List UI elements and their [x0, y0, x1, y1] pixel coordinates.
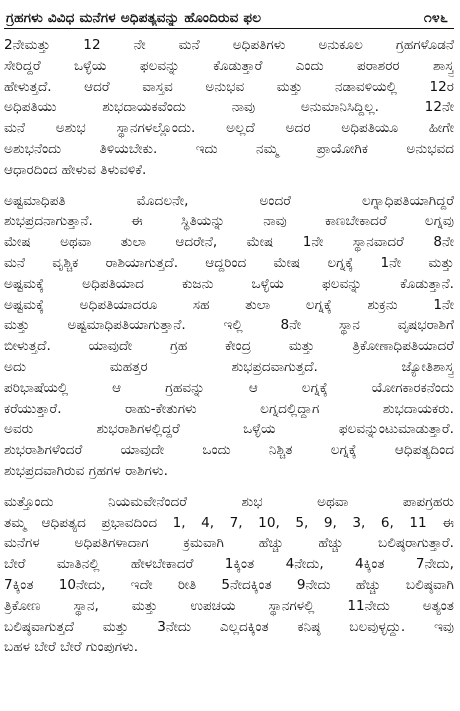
text-line: ಅಶುಭನೆಂದು ತಿಳಿಯಬೇಕು. ಇದು ನಮ್ಮ ಪ್ರಾಯೋಗಿಕ ಅನುಭವದ [4, 140, 454, 157]
text-line: ಪರಿಭಾಷೆಯಲ್ಲಿ ಆ ಗ್ರಹವನ್ನು ಆ ಲಗ್ನಕ್ಕೆ ಯೋಗಕಾರಕನೆಂದು [4, 379, 454, 396]
text-line: ಕರೆಯುತ್ತಾರೆ. ರಾಹು-ಕೇತುಗಳು ಲಗ್ನದಲ್ಲಿದ್ದಾಗ ಶುಭದಾಯಕರು. [4, 400, 454, 417]
page-number: ೧೪೬ [423, 10, 448, 26]
text-line: ಮನೆಗಳ ಅಧಿಪತಿಗಳಾದಾಗ ಕ್ರಮವಾಗಿ ಹೆಚ್ಚು ಹೆಚ್ಚು ಬಲಿಷ್ಠರಾಗುತ್ತಾರೆ. [4, 535, 454, 552]
text-line: ಆಧಾರದಿಂದ ಹೇಳುವ ತಿಳುವಳಿಕೆ. [4, 161, 147, 178]
text-line: ಬಲಿಷ್ಠವಾಗುತ್ತದೆ ಮತ್ತು 3ನೇದು ಎಲ್ಲದಕ್ಕಿಂತ ಕನಿಷ್ಠ ಬಲವುಳ್ಳದ್ದು. ಇವು [4, 618, 454, 635]
text-line: 7ಕ್ಕಿಂತ 10ನೇದು, ಇದೇ ರೀತಿ 5ನೇದಕ್ಕಿಂತ 9ನೇದು ಹೆಚ್ಚು ಬಲಿಷ್ಠವಾಗಿ [4, 576, 454, 593]
text-line: ಮೇಷ ಅಥವಾ ತುಲಾ ಆದರೇನೆ, ಮೇಷ 1ನೇ ಸ್ಥಾನವಾದರೆ 8ನೇ [4, 234, 454, 251]
text-line: ಹೇಳುತ್ತದೆ. ಆದರೆ ವಾಸ್ತವ ಅನುಭವ ಮತ್ತು ನಡಾವಳಿಯಲ್ಲಿ 12ರ [4, 78, 454, 95]
text-line: ಮನೆ ವೃಶ್ಚಿಕ ರಾಶಿಯಾಗುತ್ತದೆ. ಆದ್ದರಿಂದ ಮೇಷ ಲಗ್ನಕ್ಕೆ 1ನೇ ಮತ್ತು [4, 254, 454, 271]
chapter-title: ಗ್ರಹಗಳು ವಿವಿಧ ಮನೆಗಳ ಅಧಿಪತ್ಯವನ್ನು ಹೊಂದಿರುವ ಫಲ [6, 10, 262, 26]
text-line: ಬೀಳುತ್ತದೆ. ಯಾವುದೇ ಗ್ರಹ ಕೇಂದ್ರ ಮತ್ತು ತ್ರಿಕೋಣಾಧಿಪತಿಯಾದರೆ [4, 338, 454, 355]
text-line: ಅಧಿಪತಿಯು ಶುಭದಾಯಕವೆಂದು ನಾವು ಅನುಮಾನಿಸಿದ್ದಿಲ್ಲ. 12ನೇ [4, 99, 454, 116]
paragraph-1 [4, 35, 454, 181]
text-line: ಅಷ್ಟಮಕ್ಕೆ ಅಧಿಪತಿಯಾದರೂ ಸಹ ತುಲಾ ಲಗ್ನಕ್ಕೆ ಶುಕ್ರನು 1ನೇ [4, 296, 454, 313]
text-line: ತ್ರಿಕೋಣ ಸ್ಥಾನ, ಮತ್ತು ಉಪಚಯ ಸ್ಥಾನಗಳಲ್ಲಿ 11ನೇದು ಅತ್ಯಂತ [4, 597, 454, 614]
text-line: ಶುಭಪ್ರದನಾಗುತ್ತಾನೆ. ಈ ಸ್ಥಿತಿಯನ್ನು ನಾವು ಕಾಣಬೇಕಾದರೆ ಲಗ್ನವು [4, 213, 454, 230]
text-line: ಬೇರೆ ಮಾತಿನಲ್ಲಿ ಹೇಳಬೇಕಾದರೆ 1ಕ್ಕಿಂತ 4ನೇದು, 4ಕ್ಕಿಂತ 7ನೇದು, [4, 556, 454, 573]
text-line: ಸೇರಿದ್ದರೆ ಒಳ್ಳೆಯ ಫಲವನ್ನು ಕೊಡುತ್ತಾರೆ ಎಂದು ಪರಾಶರರ ಶಾಸ್ತ್ರ [4, 57, 454, 74]
text-line: ಮನೆ ಅಶುಭ ಸ್ಥಾನಗಳಲ್ಲೊಂದು. ಅಲ್ಲದೆ ಅದರ ಅಧಿಪತಿಯೂ ಹೀಗೇ [4, 120, 454, 137]
text-line: ಅದು ಮಹತ್ತರ ಶುಭಪ್ರದವಾಗುತ್ತದೆ. ಜ್ಯೋತಿಶಾಸ್ತ್ರ [4, 358, 454, 375]
text-line: 2ನೇಮತ್ತು 12 ನೇ ಮನೆ ಅಧಿಪತಿಗಳು ಅನುಕೂಲ ಗ್ರಹಗಳೊಡನೆ [4, 37, 454, 53]
running-header [4, 0, 454, 26]
paragraph-3 [4, 492, 454, 658]
text-line: ಅಷ್ಟಮಕ್ಕೆ ಅಧಿಪತಿಯಾದ ಕುಜನು ಒಳ್ಳೆಯ ಫಲವನ್ನು ಕೊಡುತ್ತಾನೆ. [4, 275, 454, 292]
header-rule [4, 28, 454, 29]
text-line: ಅವರು ಶುಭರಾಶಿಗಳಲ್ಲಿದ್ದರೆ ಒಳ್ಳೆಯ ಫಲವನ್ನುಂಟುಮಾಡುತ್ತಾರೆ. [4, 421, 454, 438]
text-line: ಅಷ್ಟಮಾಧಿಪತಿ ಮೊದಲನೇ, ಅಂದರೆ ಲಗ್ನಾಧಿಪತಿಯಾಗಿದ್ದರೆ [4, 192, 454, 209]
text-line: ಶುಭರಾಶಿಗಳೆಂದರೆ ಯಾವುದೇ ಒಂದು ನಿಶ್ಚಿತ ಲಗ್ನಕ್ಕೆ ಆಧಿಪತ್ಯದಿಂದ [4, 442, 454, 459]
text-line: ಶುಭಪ್ರದವಾಗಿರುವ ಗ್ರಹಗಳ ರಾಶಿಗಳು. [4, 462, 168, 479]
text-line: ತಮ್ಮ ಆಧಿಪತ್ಯದ ಪ್ರಭಾವದಿಂದ 1, 4, 7, 10, 5, 9, 3, 6, 11 ಈ [4, 514, 454, 531]
text-line: ಮತ್ತೊಂದು ನಿಯಮವೇನೆಂದರೆ ಶುಭ ಅಥವಾ ಪಾಪಗ್ರಹರು [4, 493, 454, 510]
text-line: ಮತ್ತು ಅಷ್ಟಮಾಧಿಪತಿಯಾಗುತ್ತಾನೆ. ಇಲ್ಲಿ 8ನೇ ಸ್ಥಾನ ವೃಷಭರಾಶಿಗೆ [4, 317, 454, 334]
text-line: ಬಹಳ ಬೇರೆ ಬೇರೆ ಗುಂಪುಗಳು. [4, 639, 139, 656]
paragraph-2 [4, 191, 454, 482]
